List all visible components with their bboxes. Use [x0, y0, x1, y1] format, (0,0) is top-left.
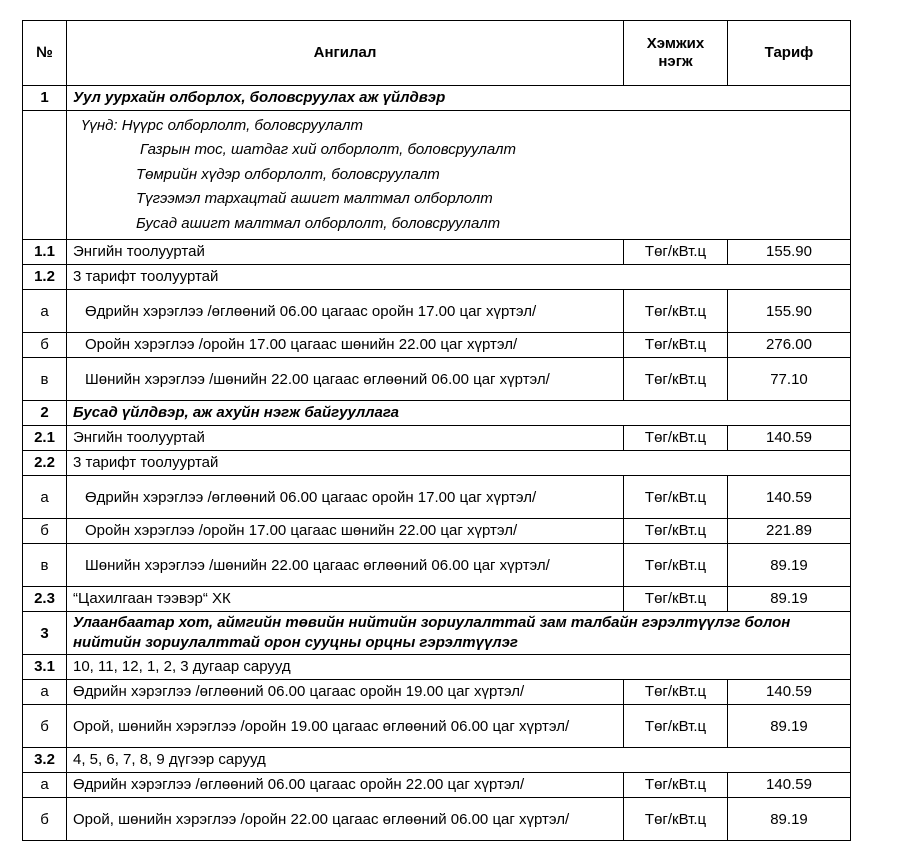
row-tariff: 77.10	[728, 358, 851, 401]
row-unit: Төг/кВт.ц	[624, 544, 728, 587]
list-item: Үүнд: Нүүрс олборлолт, боловсруулалт	[81, 117, 363, 134]
row-description: Өдрийн хэрэглээ /өглөөний 06.00 цагаас оройн 19.00 цаг хүртэл/	[67, 680, 624, 705]
row-unit: Төг/кВт.ц	[624, 773, 728, 798]
row-letter: б	[23, 333, 67, 358]
table-row	[23, 705, 851, 748]
header-category: Ангилал	[67, 21, 624, 86]
row-number: 3.2	[23, 748, 67, 773]
row-description: Оройн хэрэглээ /оройн 17.00 цагаас шөнийн 22.00 цаг хүртэл/	[67, 519, 624, 544]
row-letter: б	[23, 705, 67, 748]
row-tariff: 140.59	[728, 773, 851, 798]
row-tariff: 155.90	[728, 290, 851, 333]
row-unit: Төг/кВт.ц	[624, 358, 728, 401]
subsection-title: 4, 5, 6, 7, 8, 9 дүгээр сарууд	[67, 748, 851, 773]
table-row	[23, 773, 851, 798]
tariff-table	[22, 20, 851, 841]
section-row	[23, 612, 851, 655]
row-unit: Төг/кВт.ц	[624, 290, 728, 333]
header-unit: Хэмжих нэгж	[624, 21, 728, 86]
row-tariff: 221.89	[728, 519, 851, 544]
list-item: Түгээмэл тархацтай ашигт малтмал олборлолт	[136, 190, 493, 208]
subsection-row	[23, 655, 851, 680]
row-description: Өдрийн хэрэглээ /өглөөний 06.00 цагаас оройн 22.00 цаг хүртэл/	[67, 773, 624, 798]
row-number: 2.1	[23, 426, 67, 451]
header-tariff: Тариф	[728, 21, 851, 86]
row-tariff: 89.19	[728, 705, 851, 748]
row-description: Өдрийн хэрэглээ /өглөөний 06.00 цагаас оройн 17.00 цаг хүртэл/	[67, 290, 624, 333]
subsection-title: 10, 11, 12, 1, 2, 3 дугаар сарууд	[67, 655, 851, 680]
row-letter: а	[23, 773, 67, 798]
table-row	[23, 426, 851, 451]
row-letter: в	[23, 358, 67, 401]
subsection-title: 3 тарифт тоолууртай	[67, 265, 851, 290]
subsection-row	[23, 265, 851, 290]
row-number: 3	[23, 612, 67, 655]
row-tariff: 140.59	[728, 680, 851, 705]
row-unit: Төг/кВт.ц	[624, 426, 728, 451]
table-row	[23, 358, 851, 401]
table-row	[23, 519, 851, 544]
row-number: 2.2	[23, 451, 67, 476]
row-number: 1	[23, 86, 67, 111]
subsection-row	[23, 748, 851, 773]
row-description: Оройн хэрэглээ /оройн 17.00 цагаас шөнийн 22.00 цаг хүртэл/	[67, 333, 624, 358]
section-title: Бусад үйлдвэр, аж ахуйн нэгж байгууллага	[67, 401, 851, 426]
row-letter: а	[23, 476, 67, 519]
row-unit: Төг/кВт.ц	[624, 587, 728, 612]
section-row	[23, 401, 851, 426]
table-row	[23, 290, 851, 333]
table-row	[23, 544, 851, 587]
empty-cell	[23, 111, 67, 240]
row-unit: Төг/кВт.ц	[624, 798, 728, 841]
row-description: Орой, шөнийн хэрэглээ /оройн 19.00 цагаас өглөөний 06.00 цаг хүртэл/	[67, 705, 624, 748]
table-row	[23, 587, 851, 612]
table-row	[23, 476, 851, 519]
row-description: “Цахилгаан тээвэр“ ХК	[67, 587, 624, 612]
row-number: 1.1	[23, 240, 67, 265]
row-description: Өдрийн хэрэглээ /өглөөний 06.00 цагаас оройн 17.00 цаг хүртэл/	[67, 476, 624, 519]
row-tariff: 89.19	[728, 587, 851, 612]
section-title: Уул уурхайн олборлох, боловсруулах аж үйлдвэр	[67, 86, 851, 111]
row-unit: Төг/кВт.ц	[624, 680, 728, 705]
row-unit: Төг/кВт.ц	[624, 705, 728, 748]
row-tariff: 89.19	[728, 798, 851, 841]
row-letter: а	[23, 290, 67, 333]
row-unit: Төг/кВт.ц	[624, 519, 728, 544]
table-row	[23, 240, 851, 265]
section-title: Улаанбаатар хот, аймгийн төвийн нийтийн зориулалттай зам талбайн гэрэлтүүлэг болон нийтийн зориулалттай орон сууцны орцны гэрэлтүүлэг	[67, 612, 851, 655]
row-letter: а	[23, 680, 67, 705]
row-number: 1.2	[23, 265, 67, 290]
row-number: 3.1	[23, 655, 67, 680]
list-item: Газрын тос, шатдаг хий олборлолт, боловсруулалт	[140, 141, 516, 159]
row-tariff: 89.19	[728, 544, 851, 587]
list-item: Төмрийн хүдэр олборлолт, боловсруулалт	[136, 165, 440, 183]
row-description: Орой, шөнийн хэрэглээ /оройн 22.00 цагаас өглөөний 06.00 цаг хүртэл/	[67, 798, 624, 841]
table-row	[23, 798, 851, 841]
list-item: Бусад ашигт малтмал олборлолт, боловсруулалт	[136, 214, 501, 232]
row-unit: Төг/кВт.ц	[624, 333, 728, 358]
row-letter: б	[23, 798, 67, 841]
row-tariff: 140.59	[728, 476, 851, 519]
header-no: №	[23, 21, 67, 86]
row-unit: Төг/кВт.ц	[624, 240, 728, 265]
table-row	[23, 680, 851, 705]
table-header-row	[23, 21, 851, 86]
row-tariff: 155.90	[728, 240, 851, 265]
row-number: 2	[23, 401, 67, 426]
row-description: Энгийн тоолууртай	[67, 240, 624, 265]
subsection-title: 3 тарифт тоолууртай	[67, 451, 851, 476]
row-tariff: 140.59	[728, 426, 851, 451]
row-letter: в	[23, 544, 67, 587]
row-description: Энгийн тоолууртай	[67, 426, 624, 451]
section-row	[23, 86, 851, 111]
activity-list	[67, 111, 851, 240]
row-description: Шөнийн хэрэглээ /шөнийн 22.00 цагаас өглөөний 06.00 цаг хүртэл/	[67, 544, 624, 587]
table-row	[23, 333, 851, 358]
row-tariff: 276.00	[728, 333, 851, 358]
row-unit: Төг/кВт.ц	[624, 476, 728, 519]
row-letter: б	[23, 519, 67, 544]
list-row	[23, 111, 851, 240]
row-number: 2.3	[23, 587, 67, 612]
subsection-row	[23, 451, 851, 476]
row-description: Шөнийн хэрэглээ /шөнийн 22.00 цагаас өглөөний 06.00 цаг хүртэл/	[67, 358, 624, 401]
